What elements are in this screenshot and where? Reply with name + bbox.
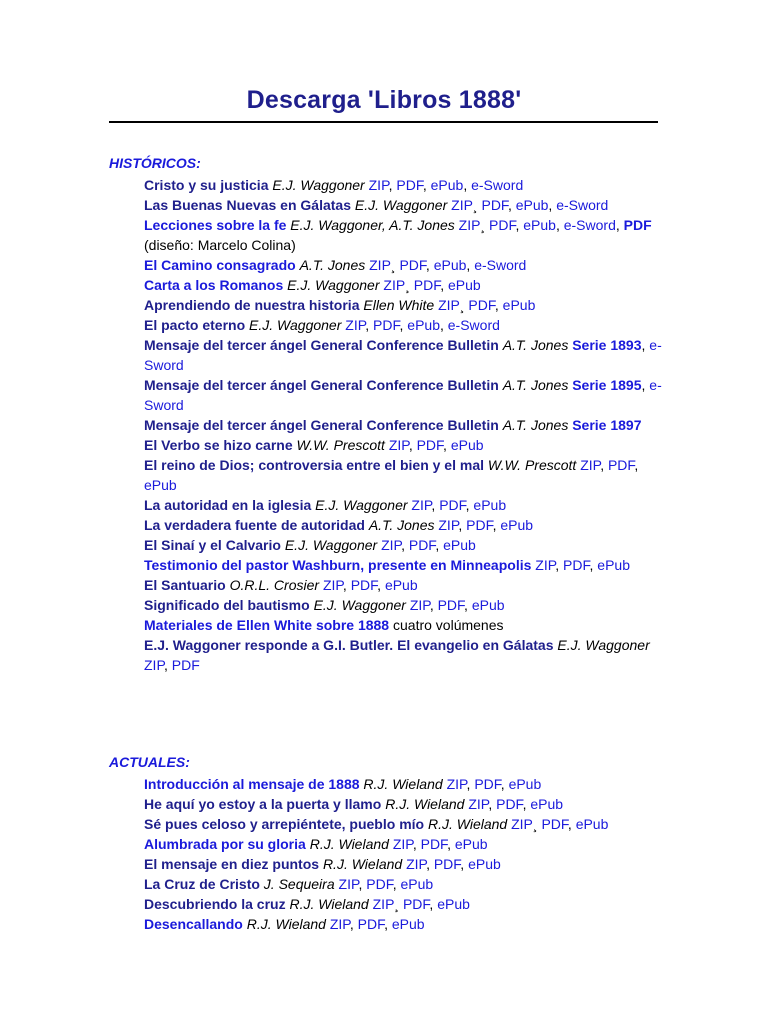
serie-link[interactable]: Serie 1895 bbox=[572, 377, 642, 393]
historicos-entry bbox=[144, 555, 664, 575]
book-author: R.J. Wieland bbox=[246, 916, 326, 932]
link-separator: , bbox=[412, 836, 421, 852]
book-author: O.R.L. Crosier bbox=[229, 577, 320, 593]
book-title: Sé pues celoso y arrepiéntete, pueblo mío bbox=[144, 816, 425, 832]
book-author: Ellen White bbox=[363, 297, 435, 313]
book-author: E.J. Waggoner bbox=[354, 197, 448, 213]
link-separator: , bbox=[422, 177, 431, 193]
epub-link[interactable]: ePub bbox=[450, 437, 484, 453]
serie-link[interactable]: Serie 1893 bbox=[572, 337, 642, 353]
link-separator: , bbox=[460, 856, 469, 872]
pdf-link[interactable]: PDF bbox=[399, 257, 426, 273]
book-author: W.W. Prescott bbox=[296, 437, 389, 453]
link-separator: ¸ bbox=[532, 816, 542, 832]
pdf-link[interactable]: PDF bbox=[402, 896, 430, 912]
pdf-link[interactable]: PDF bbox=[366, 876, 393, 892]
epub-link[interactable]: ePub bbox=[468, 856, 501, 872]
epub-link[interactable]: ePub bbox=[454, 836, 488, 852]
link-separator: ¸ bbox=[394, 896, 403, 912]
book-author: R.J. Wieland bbox=[322, 856, 403, 872]
zip-link[interactable]: ZIP bbox=[372, 896, 395, 912]
zip-link[interactable]: ZIP bbox=[468, 796, 489, 812]
epub-link[interactable]: ePub bbox=[407, 317, 440, 333]
book-title: Mensaje del tercer ángel General Conference Bulletin bbox=[144, 337, 499, 353]
pdf-link[interactable]: PDF bbox=[357, 916, 385, 932]
book-title: Cristo y su justicia bbox=[144, 177, 269, 193]
e-sword-link[interactable]: e-Sword bbox=[447, 317, 500, 333]
book-title[interactable]: Alumbrada por su gloria bbox=[144, 836, 306, 852]
book-author: R.J. Wieland bbox=[363, 776, 443, 792]
link-separator: , bbox=[463, 177, 472, 193]
link-separator: , bbox=[440, 277, 448, 293]
historicos-entry bbox=[144, 175, 664, 195]
zip-link[interactable]: ZIP bbox=[511, 816, 533, 832]
book-author: A.T. Jones bbox=[368, 517, 435, 533]
epub-link[interactable]: ePub bbox=[523, 217, 556, 233]
epub-link[interactable]: ePub bbox=[508, 776, 542, 792]
link-separator: , bbox=[555, 557, 564, 573]
zip-link[interactable]: ZIP bbox=[438, 517, 459, 533]
link-separator: , bbox=[464, 597, 472, 613]
book-author: E.J. Waggoner bbox=[272, 177, 365, 193]
epub-link[interactable]: ePub bbox=[471, 597, 505, 613]
actuales-list bbox=[144, 774, 664, 934]
link-separator: ¸ bbox=[480, 217, 489, 233]
link-separator: ¸ bbox=[405, 277, 414, 293]
link-separator: , bbox=[589, 557, 598, 573]
book-title: El Sinaí y el Calvario bbox=[144, 537, 281, 553]
e-sword-link[interactable]: e-Sword bbox=[474, 257, 527, 273]
historicos-entry bbox=[144, 575, 664, 595]
link-separator: , bbox=[439, 317, 448, 333]
book-title: El Santuario bbox=[144, 577, 226, 593]
book-title[interactable]: El Camino consagrado bbox=[144, 257, 296, 273]
book-author: W.W. Prescott bbox=[487, 457, 577, 473]
book-note: (diseño: Marcelo Colina) bbox=[144, 237, 296, 253]
link-separator: , bbox=[342, 577, 351, 593]
pdf-link[interactable]: PDF bbox=[607, 457, 635, 473]
book-author: R.J. Wieland bbox=[309, 836, 389, 852]
zip-link[interactable]: ZIP bbox=[392, 836, 413, 852]
link-separator: , bbox=[431, 497, 440, 513]
actuales-entry bbox=[144, 914, 664, 934]
pdf-link[interactable]: PDF bbox=[623, 217, 652, 233]
book-title: Mensaje del tercer ángel General Conference Bulletin bbox=[144, 417, 499, 433]
book-author: J. Sequeira bbox=[263, 876, 335, 892]
zip-link[interactable]: ZIP bbox=[388, 437, 409, 453]
book-note: cuatro volúmenes bbox=[393, 617, 504, 633]
link-separator: , bbox=[435, 537, 444, 553]
link-separator: , bbox=[641, 337, 650, 353]
zip-link[interactable]: ZIP bbox=[446, 776, 467, 792]
historicos-entry bbox=[144, 375, 664, 415]
book-author: E.J. Waggoner bbox=[313, 597, 406, 613]
epub-link[interactable]: ePub bbox=[433, 257, 467, 273]
epub-link[interactable]: ePub bbox=[500, 517, 534, 533]
link-separator: , bbox=[567, 816, 576, 832]
historicos-list bbox=[144, 175, 664, 675]
pdf-link[interactable]: PDF bbox=[481, 197, 508, 213]
link-separator: , bbox=[408, 437, 417, 453]
historicos-entry bbox=[144, 275, 664, 295]
historicos-entry bbox=[144, 295, 664, 315]
book-title[interactable]: Desencallando bbox=[144, 916, 243, 932]
historicos-entry bbox=[144, 195, 664, 215]
actuales-entry bbox=[144, 834, 664, 854]
pdf-link[interactable]: PDF bbox=[496, 796, 523, 812]
zip-link[interactable]: ZIP bbox=[409, 597, 430, 613]
zip-link[interactable]: ZIP bbox=[144, 657, 164, 673]
book-title: E.J. Waggoner responde a G.I. Butler. El evangelio en Gálatas bbox=[144, 637, 554, 653]
link-separator: , bbox=[399, 317, 408, 333]
zip-link[interactable]: ZIP bbox=[381, 537, 402, 553]
pdf-link[interactable]: PDF bbox=[433, 856, 461, 872]
link-separator: , bbox=[555, 217, 564, 233]
epub-link[interactable]: ePub bbox=[530, 796, 564, 812]
historicos-entry bbox=[144, 635, 664, 675]
book-title: Las Buenas Nuevas en Gálatas bbox=[144, 197, 351, 213]
actuales-entry bbox=[144, 894, 664, 914]
link-separator: , bbox=[443, 437, 451, 453]
historicos-entry bbox=[144, 535, 664, 555]
book-title[interactable]: Materiales de Ellen White sobre 1888 bbox=[144, 617, 390, 633]
historicos-entry bbox=[144, 595, 664, 615]
book-title[interactable]: Testimonio del pastor Washburn, presente en Minneapolis bbox=[144, 557, 532, 573]
book-author: R.J. Wieland bbox=[427, 816, 512, 832]
link-separator: , bbox=[163, 657, 172, 673]
book-title: El pacto eterno bbox=[144, 317, 246, 333]
book-author: A.T. Jones bbox=[299, 257, 366, 273]
link-separator: , bbox=[600, 457, 608, 473]
historicos-entry bbox=[144, 335, 664, 375]
book-title: He aquí yo estoy a la puerta y llamo bbox=[144, 796, 382, 812]
epub-link[interactable]: ePub bbox=[391, 916, 425, 932]
zip-link[interactable]: ZIP bbox=[411, 497, 432, 513]
link-separator: , bbox=[488, 796, 497, 812]
book-author: A.T. Jones bbox=[502, 377, 569, 393]
pdf-link[interactable]: PDF bbox=[468, 297, 495, 313]
pdf-link[interactable]: PDF bbox=[541, 816, 568, 832]
e-sword-link[interactable]: e-Sword bbox=[144, 337, 662, 373]
pdf-link[interactable]: PDF bbox=[350, 577, 378, 593]
actuales-entry bbox=[144, 814, 664, 834]
pdf-link[interactable]: PDF bbox=[413, 277, 441, 293]
historicos-entry bbox=[144, 255, 664, 275]
book-author: A.T. Jones bbox=[502, 337, 569, 353]
link-separator: ¸ bbox=[472, 197, 482, 213]
pdf-link[interactable]: PDF bbox=[373, 317, 400, 333]
link-separator: , bbox=[447, 836, 455, 852]
actuales-entry bbox=[144, 794, 664, 814]
historicos-entry bbox=[144, 215, 664, 255]
actuales-entry bbox=[144, 774, 664, 794]
book-title[interactable]: Lecciones sobre la fe bbox=[144, 217, 287, 233]
pdf-link[interactable]: PDF bbox=[437, 597, 465, 613]
link-separator: , bbox=[515, 217, 524, 233]
link-separator: , bbox=[641, 377, 650, 393]
link-separator: , bbox=[429, 597, 438, 613]
epub-link[interactable]: ePub bbox=[597, 557, 630, 573]
link-separator: , bbox=[365, 317, 374, 333]
epub-link[interactable]: ePub bbox=[473, 497, 507, 513]
e-sword-link[interactable]: e-Sword bbox=[144, 377, 662, 413]
link-separator: , bbox=[426, 856, 434, 872]
book-author: E.J. Waggoner, A.T. Jones bbox=[290, 217, 455, 233]
epub-link[interactable]: ePub bbox=[515, 197, 549, 213]
historicos-entry bbox=[144, 435, 664, 455]
pdf-link[interactable]: PDF bbox=[408, 537, 436, 553]
link-separator: , bbox=[458, 517, 467, 533]
pdf-link[interactable]: PDF bbox=[416, 437, 444, 453]
book-title: El mensaje en diez puntos bbox=[144, 856, 320, 872]
link-separator: , bbox=[494, 297, 503, 313]
link-separator: , bbox=[492, 517, 501, 533]
epub-link[interactable]: ePub bbox=[447, 277, 481, 293]
title-underline bbox=[109, 121, 658, 123]
link-separator: , bbox=[634, 457, 639, 473]
zip-link[interactable]: ZIP bbox=[322, 577, 343, 593]
pdf-link[interactable]: PDF bbox=[171, 657, 200, 673]
link-separator: , bbox=[466, 257, 475, 273]
pdf-link[interactable]: PDF bbox=[439, 497, 466, 513]
epub-link[interactable]: ePub bbox=[384, 577, 418, 593]
serie-link[interactable]: Serie 1897 bbox=[572, 417, 642, 433]
book-title: La verdadera fuente de autoridad bbox=[144, 517, 365, 533]
link-separator: , bbox=[377, 577, 385, 593]
link-separator: , bbox=[392, 876, 401, 892]
link-separator: , bbox=[615, 217, 624, 233]
e-sword-link[interactable]: e-Sword bbox=[563, 217, 616, 233]
book-title[interactable]: Carta a los Romanos bbox=[144, 277, 284, 293]
e-sword-link[interactable]: e-Sword bbox=[471, 177, 524, 193]
zip-link[interactable]: ZIP bbox=[369, 257, 391, 273]
link-separator: , bbox=[507, 197, 516, 213]
link-separator: , bbox=[425, 257, 434, 273]
link-separator: ¸ bbox=[459, 297, 469, 313]
epub-link[interactable]: ePub bbox=[502, 297, 536, 313]
pdf-link[interactable]: PDF bbox=[474, 776, 501, 792]
zip-link[interactable]: ZIP bbox=[535, 557, 556, 573]
pdf-link[interactable]: PDF bbox=[466, 517, 493, 533]
book-author: R.J. Wieland bbox=[289, 896, 369, 912]
zip-link[interactable]: ZIP bbox=[383, 277, 406, 293]
historicos-entry bbox=[144, 415, 664, 435]
link-separator: , bbox=[465, 497, 474, 513]
link-separator: , bbox=[349, 916, 358, 932]
pdf-link[interactable]: PDF bbox=[489, 217, 516, 233]
link-separator: , bbox=[358, 876, 367, 892]
actuales-entry bbox=[144, 874, 664, 894]
pdf-link[interactable]: PDF bbox=[420, 836, 448, 852]
book-title: Aprendiendo de nuestra historia bbox=[144, 297, 360, 313]
link-separator: , bbox=[522, 796, 531, 812]
book-author: E.J. Waggoner bbox=[287, 277, 380, 293]
epub-link[interactable]: ePub bbox=[443, 537, 476, 553]
pdf-link[interactable]: PDF bbox=[563, 557, 590, 573]
zip-link[interactable]: ZIP bbox=[438, 297, 460, 313]
link-separator: , bbox=[384, 916, 392, 932]
book-author: E.J. Waggoner bbox=[249, 317, 342, 333]
book-title: La Cruz de Cristo bbox=[144, 876, 260, 892]
book-title: Significado del bautismo bbox=[144, 597, 310, 613]
link-separator: , bbox=[429, 896, 438, 912]
epub-link[interactable]: ePub bbox=[575, 816, 609, 832]
book-title: El reino de Dios; controversia entre el bien y el mal bbox=[144, 457, 484, 473]
zip-link[interactable]: ZIP bbox=[458, 217, 481, 233]
link-separator: , bbox=[401, 537, 409, 553]
zip-link[interactable]: ZIP bbox=[338, 876, 359, 892]
link-separator: , bbox=[388, 177, 397, 193]
zip-link[interactable]: ZIP bbox=[345, 317, 366, 333]
link-separator: , bbox=[466, 776, 475, 792]
book-author: E.J. Waggoner bbox=[284, 537, 378, 553]
zip-link[interactable]: ZIP bbox=[368, 177, 389, 193]
epub-link[interactable]: ePub bbox=[400, 876, 434, 892]
book-author: E.J. Waggoner bbox=[315, 497, 408, 513]
book-title: La autoridad en la iglesia bbox=[144, 497, 312, 513]
book-title: El Verbo se hizo carne bbox=[144, 437, 293, 453]
link-separator: , bbox=[548, 197, 557, 213]
historicos-entry bbox=[144, 315, 664, 335]
epub-link[interactable]: ePub bbox=[144, 477, 177, 493]
zip-link[interactable]: ZIP bbox=[406, 856, 427, 872]
actuales-entry bbox=[144, 854, 664, 874]
section-label-actuales: ACTUALES: bbox=[109, 754, 190, 770]
book-author: A.T. Jones bbox=[502, 417, 569, 433]
section-label-historicos: HISTÓRICOS: bbox=[109, 155, 201, 171]
historicos-entry bbox=[144, 495, 664, 515]
e-sword-link[interactable]: e-Sword bbox=[556, 197, 609, 213]
link-separator: , bbox=[500, 776, 509, 792]
zip-link[interactable]: ZIP bbox=[451, 197, 473, 213]
historicos-entry bbox=[144, 615, 664, 635]
epub-link[interactable]: ePub bbox=[437, 896, 470, 912]
page-title: Descarga 'Libros 1888' bbox=[246, 86, 522, 114]
book-title: Descubriendo la cruz bbox=[144, 896, 286, 912]
zip-link[interactable]: ZIP bbox=[580, 457, 601, 473]
zip-link[interactable]: ZIP bbox=[329, 916, 350, 932]
historicos-entry bbox=[144, 515, 664, 535]
epub-link[interactable]: ePub bbox=[430, 177, 464, 193]
book-title: Mensaje del tercer ángel General Conference Bulletin bbox=[144, 377, 499, 393]
link-separator: ¸ bbox=[390, 257, 400, 273]
book-author: E.J. Waggoner bbox=[557, 637, 650, 653]
book-author: R.J. Wieland bbox=[385, 796, 465, 812]
pdf-link[interactable]: PDF bbox=[396, 177, 423, 193]
book-title[interactable]: Introducción al mensaje de 1888 bbox=[144, 776, 360, 792]
historicos-entry bbox=[144, 455, 664, 495]
